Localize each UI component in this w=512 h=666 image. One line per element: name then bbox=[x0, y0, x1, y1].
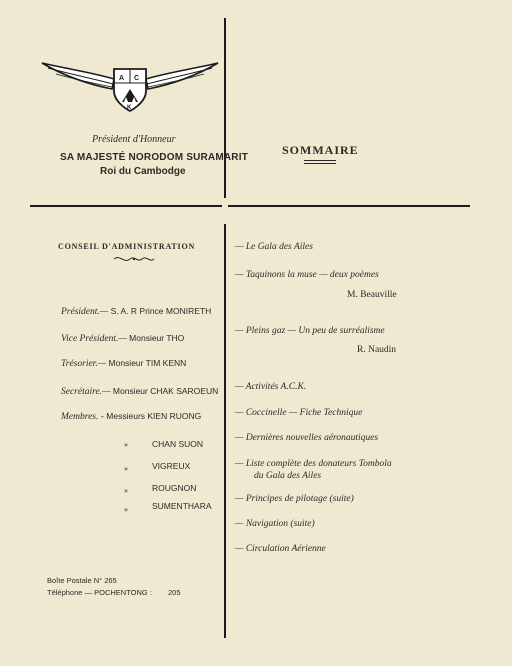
board-member-name: SUMENTHARA bbox=[152, 501, 212, 511]
toc-item: — Dernières nouvelles aéronautiques bbox=[235, 433, 379, 443]
postal-box bbox=[47, 576, 117, 585]
toc-author: M. Beauville bbox=[347, 290, 397, 300]
toc-author: R. Naudin bbox=[357, 345, 397, 355]
board-row bbox=[61, 411, 201, 422]
svg-text:C: C bbox=[134, 75, 140, 82]
toc-item: — Principes de pilotage (suite) bbox=[235, 494, 354, 504]
board-role: Président.— bbox=[61, 307, 109, 317]
board-role: Secrétaire.— bbox=[61, 387, 111, 397]
flourish-ornament-icon bbox=[112, 253, 156, 265]
board-member-name: VIGREUX bbox=[152, 461, 191, 471]
honorary-label: Président d'Honneur bbox=[92, 134, 176, 145]
divider-crossing-gap bbox=[222, 198, 228, 224]
honorary-name: SA MAJESTÉ NORODOM SURAMARIT bbox=[60, 152, 249, 163]
board-role: Vice Président.— bbox=[61, 334, 127, 344]
board-row bbox=[61, 358, 186, 369]
ditto-mark: » bbox=[124, 486, 128, 495]
board-row bbox=[61, 333, 184, 344]
toc-item: — Coccinelle — Fiche Technique bbox=[235, 408, 363, 418]
horizontal-divider bbox=[30, 205, 470, 207]
board-member-name: ROUGNON bbox=[152, 483, 197, 493]
board-role: Membres. - bbox=[61, 412, 104, 422]
board-member-name: CHAN SUON bbox=[152, 439, 204, 449]
sommaire-underline bbox=[304, 160, 336, 164]
postal-box-label: Boîte Postale bbox=[47, 576, 92, 585]
toc-item: — Activités A.C.K. bbox=[235, 382, 307, 392]
board-member-name: Monsieur CHAK SAROEUN bbox=[112, 386, 219, 396]
board-row bbox=[61, 306, 211, 317]
honorary-subtitle: Roi du Cambodge bbox=[100, 166, 186, 177]
svg-text:A: A bbox=[119, 75, 125, 82]
board-member-name: Messieurs KIEN RUONG bbox=[106, 411, 202, 421]
ditto-mark: » bbox=[124, 440, 128, 449]
toc-item: — Liste complète des donateurs Tombola bbox=[235, 459, 392, 469]
sommaire-title: SOMMAIRE bbox=[282, 143, 359, 157]
board-title: CONSEIL D'ADMINISTRATION bbox=[58, 242, 196, 251]
phone-label: Téléphone — POCHENTONG : bbox=[47, 588, 152, 597]
svg-text:K: K bbox=[127, 105, 132, 111]
board-member-name: S. A. R Prince MONIRETH bbox=[110, 306, 212, 316]
phone bbox=[47, 588, 181, 597]
toc-item: — Circulation Aérienne bbox=[235, 544, 326, 554]
winged-emblem-icon bbox=[38, 55, 222, 117]
toc-item: — Le Gala des Ailes bbox=[235, 242, 313, 252]
vertical-divider bbox=[224, 18, 226, 638]
postal-box-value: N° 265 bbox=[93, 576, 117, 585]
board-member-name: Monsieur TIM KENN bbox=[108, 358, 187, 368]
toc-item: — Pleins gaz — Un peu de surréalisme bbox=[235, 326, 385, 336]
toc-item-continued: du Gala des Ailes bbox=[254, 471, 322, 481]
phone-value: 205 bbox=[168, 588, 181, 597]
ditto-mark: » bbox=[124, 464, 128, 473]
board-member-name: Monsieur THO bbox=[129, 333, 185, 343]
board-row bbox=[61, 386, 218, 397]
toc-item: — Taquinons la muse — deux poèmes bbox=[235, 270, 379, 280]
toc-item: — Navigation (suite) bbox=[235, 519, 315, 529]
board-role: Trésorier.— bbox=[61, 359, 107, 369]
ditto-mark: » bbox=[124, 505, 128, 514]
